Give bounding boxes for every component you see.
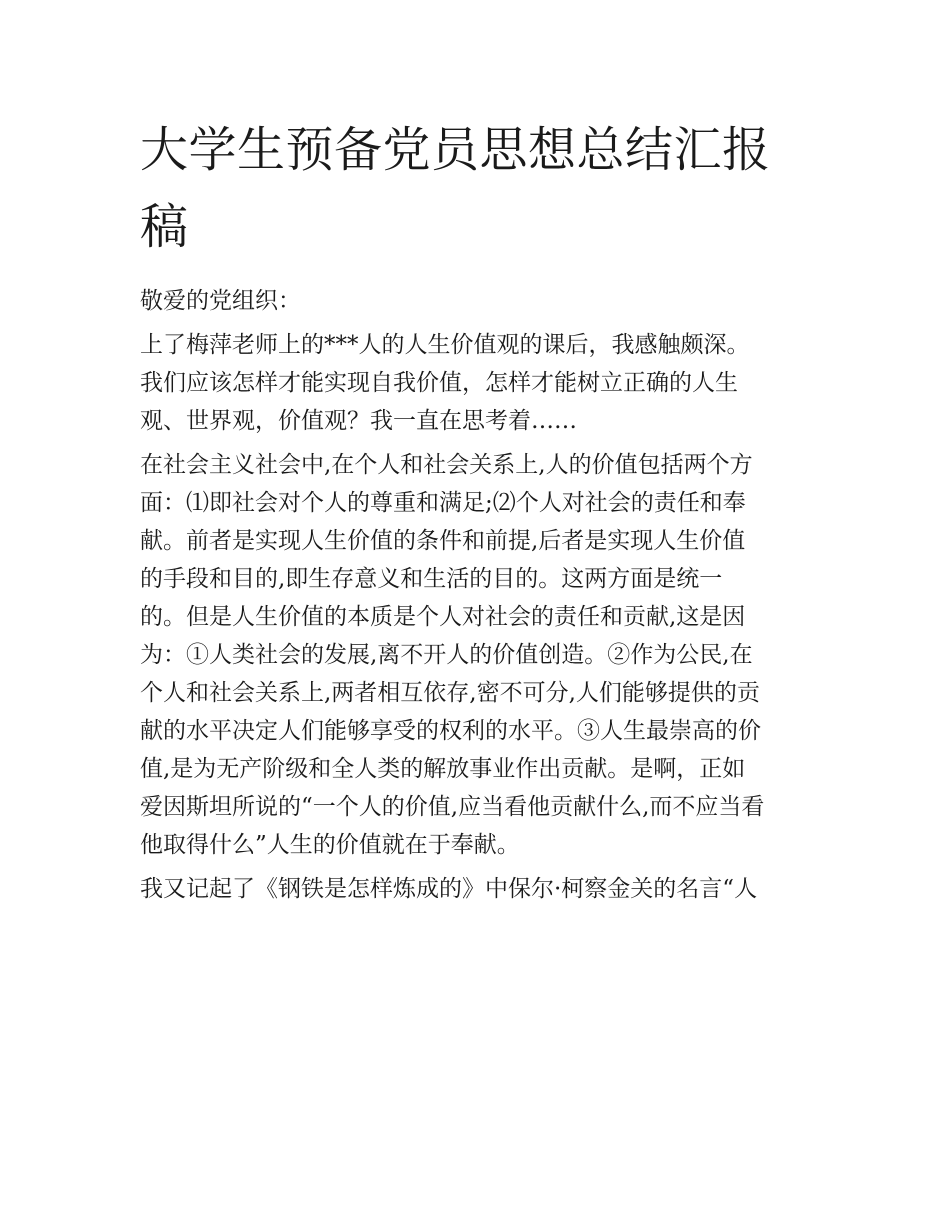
document-title [140, 112, 820, 266]
body-line: 献的水平决定人们能够享受的权利的水平。③人生最崇高的价 [140, 718, 761, 744]
body-line: 的手段和目的,即生存意义和生活的目的。这两方面是统一 [140, 566, 723, 592]
body-line: 敬爱的党组织： [140, 288, 301, 314]
body-line: 观、世界观，价值观？我一直在思考着…… [140, 408, 577, 434]
body-line: 上了梅萍老师上的***人的人生价值观的课后，我感触颇深。 [140, 332, 750, 358]
body-line: 我们应该怎样才能实现自我价值，怎样才能树立正确的人生 [140, 370, 738, 396]
body-line: 个人和社会关系上,两者相互依存,密不可分,人们能够提供的贡 [140, 680, 760, 706]
title-line-1: 大学生预备党员思想总结汇报 [140, 122, 771, 178]
body-line: 我又记起了《钢铁是怎样炼成的》中保尔·柯察金关的名言“人 [140, 876, 758, 902]
body-line: 在社会主义社会中,在个人和社会关系上,人的价值包括两个方 [140, 452, 753, 478]
title-line-2: 稿 [140, 199, 189, 255]
body-line: 他取得什么”人生的价值就在于奉献。 [140, 832, 520, 858]
document-body [140, 282, 820, 908]
body-line: 值,是为无产阶级和全人类的解放事业作出贡献。是啊，正如 [140, 756, 746, 782]
body-line: 的。但是人生价值的本质是个人对社会的责任和贡献,这是因 [140, 604, 746, 630]
body-line: 爱因斯坦所说的“一个人的价值,应当看他贡献什么,而不应当看 [140, 794, 765, 820]
body-line: 面：⑴即社会对个人的尊重和满足;⑵个人对社会的责任和奉 [140, 490, 746, 516]
body-line: 献。前者是实现人生价值的条件和前提,后者是实现人生价值 [140, 528, 746, 554]
body-line: 为：①人类社会的发展,离不开人的价值创造。②作为公民,在 [140, 642, 753, 668]
